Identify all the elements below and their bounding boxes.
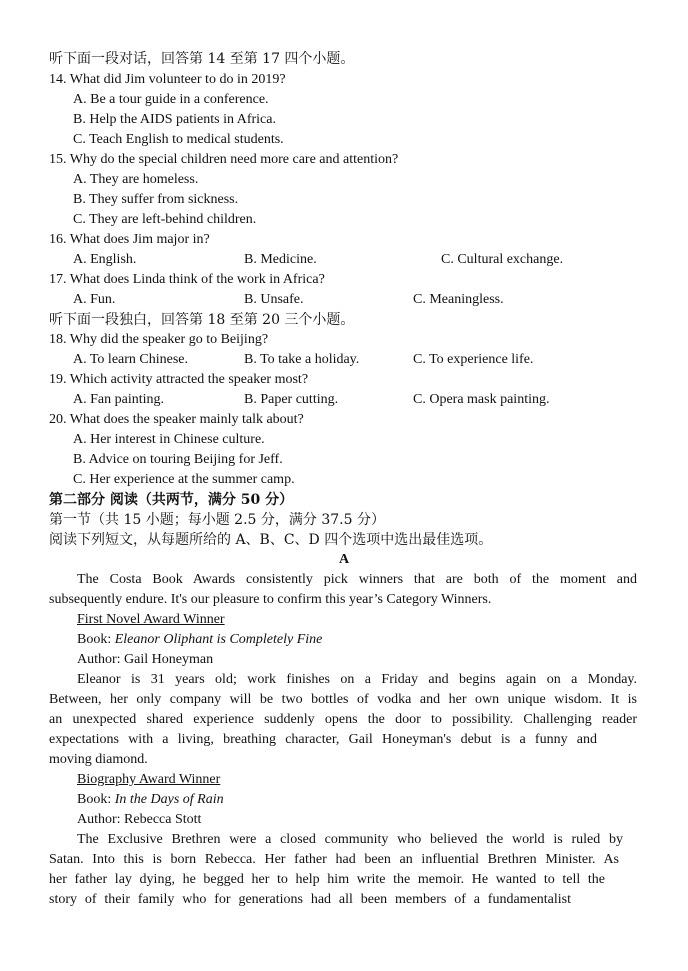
award1-line-2: Between, her only company will be two bottles of vodka and her own unique wisdom. It is	[49, 692, 637, 707]
question-16-option-a: A. English.	[73, 252, 137, 267]
award1-book	[77, 630, 322, 650]
question-20-option-a: A. Her interest in Chinese culture.	[73, 432, 265, 447]
question-17-stem: 17. What does Linda think of the work in Africa?	[49, 272, 325, 287]
question-18-stem: 18. Why did the speaker go to Beijing?	[49, 332, 269, 347]
section1-heading: 第一节（共 15 小题；每小题 2.5 分，满分 37.5 分）	[49, 512, 385, 528]
question-14-option-b: B. Help the AIDS patients in Africa.	[73, 112, 276, 127]
award2-line-2: Satan. Into this is born Rebecca. Her father had been an influential Brethren Minister. As	[49, 852, 619, 867]
dialogue-section-intro: 听下面一段对话，回答第 14 至第 17 四个小题。	[49, 51, 355, 67]
question-14-option-a: A. Be a tour guide in a conference.	[73, 92, 269, 107]
question-17-option-b: B. Unsafe.	[244, 292, 304, 307]
question-15-stem: 15. Why do the special children need more care and attention?	[49, 152, 399, 167]
award1-book-title: Eleanor Oliphant is Completely Fine	[114, 632, 323, 647]
question-15-option-a: A. They are homeless.	[73, 172, 199, 187]
question-16-option-b: B. Medicine.	[244, 252, 317, 267]
award1-line-4: expectations with a living, breathing character, Gail Honeyman's debut is a funny and	[49, 732, 597, 747]
question-20-option-c: C. Her experience at the summer camp.	[73, 472, 295, 487]
passage-intro-line-2: subsequently endure. It's our pleasure to confirm this year’s Category Winners.	[49, 592, 492, 607]
question-14-stem: 14. What did Jim volunteer to do in 2019?	[49, 72, 286, 87]
question-19-stem: 19. Which activity attracted the speaker most?	[49, 372, 309, 387]
question-18-option-c: C. To experience life.	[413, 352, 534, 367]
award2-heading: Biography Award Winner	[77, 772, 221, 787]
award1-author: Author: Gail Honeyman	[77, 652, 214, 667]
award1-book-label: Book:	[77, 632, 115, 647]
question-14-option-c: C. Teach English to medical students.	[73, 132, 284, 147]
award2-book-title: In the Days of Rain	[114, 792, 224, 807]
award1-line-1: Eleanor is 31 years old; work finishes on a Friday and begins again on a Monday.	[77, 672, 637, 687]
part2-heading: 第二部分 阅读（共两节，满分 50 分）	[49, 492, 294, 508]
award2-book	[77, 790, 224, 810]
question-19-option-a: A. Fan painting.	[73, 392, 164, 407]
question-17-option-a: A. Fun.	[73, 292, 116, 307]
award1-line-5: moving diamond.	[49, 752, 148, 767]
award1-line-3: an unexpected shared experience suddenly opens the door to possibility. Challenging reader	[49, 712, 637, 727]
question-18-option-b: B. To take a holiday.	[244, 352, 360, 367]
award2-book-label: Book:	[77, 792, 115, 807]
question-19-option-c: C. Opera mask painting.	[413, 392, 550, 407]
reading-instruction: 阅读下列短文，从每题所给的 A、B、C、D 四个选项中选出最佳选项。	[49, 532, 493, 548]
question-16-option-c: C. Cultural exchange.	[441, 252, 564, 267]
passage-letter: A	[338, 552, 350, 567]
award2-line-1: The Exclusive Brethren were a closed community who believed the world is ruled by	[77, 832, 623, 847]
question-20-option-b: B. Advice on touring Beijing for Jeff.	[73, 452, 283, 467]
question-17-option-c: C. Meaningless.	[413, 292, 504, 307]
monologue-section-intro: 听下面一段独白，回答第 18 至第 20 三个小题。	[49, 312, 355, 328]
question-19-option-b: B. Paper cutting.	[244, 392, 339, 407]
award2-line-4: story of their family who for generations had all been members of a fundamentalist	[49, 892, 571, 907]
award2-line-3: her father lay dying, he begged her to help him write the memoir. He wanted to tell the	[49, 872, 605, 887]
award2-author: Author: Rebecca Stott	[77, 812, 202, 827]
question-16-stem: 16. What does Jim major in?	[49, 232, 210, 247]
award1-heading: First Novel Award Winner	[77, 612, 225, 627]
question-18-option-a: A. To learn Chinese.	[73, 352, 189, 367]
question-15-option-c: C. They are left-behind children.	[73, 212, 257, 227]
passage-intro-line-1: The Costa Book Awards consistently pick winners that are both of the moment and	[77, 572, 637, 587]
question-20-stem: 20. What does the speaker mainly talk about?	[49, 412, 304, 427]
question-15-option-b: B. They suffer from sickness.	[73, 192, 239, 207]
